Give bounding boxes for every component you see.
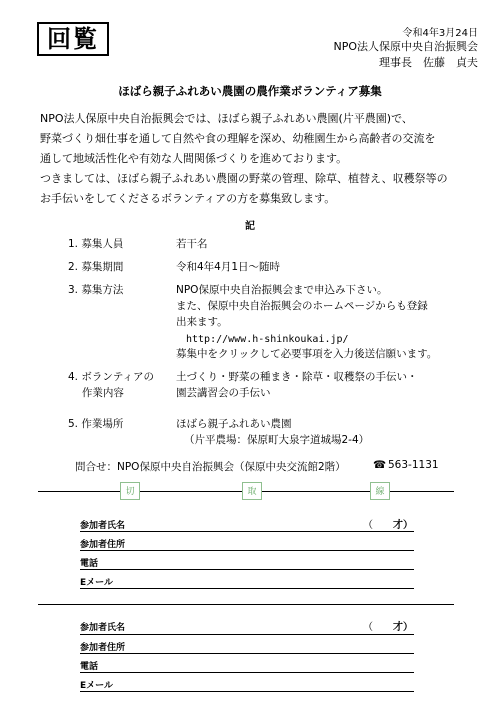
name-write-line[interactable] — [80, 634, 414, 635]
form-address-label: 参加者住所 — [80, 643, 126, 653]
cut-label: 切 — [120, 482, 140, 500]
tel-write-line[interactable] — [80, 672, 414, 673]
item-value-recruit-method: 募集中をクリックして必要事項を入力後送信願います。 — [176, 348, 438, 360]
item-value-recruit-method: 出来ます。 — [176, 316, 228, 328]
circular-stamp: 回覧 — [37, 22, 109, 56]
email-write-line[interactable] — [80, 588, 414, 589]
phone-number: 563-1131 — [388, 459, 439, 471]
form-email-label: Eメール — [80, 578, 113, 588]
form-name-label: 参加者氏名 — [80, 521, 126, 531]
form-name-label: 参加者氏名 — [80, 623, 126, 633]
phone-icon: ☎ — [373, 459, 387, 471]
document-title: ほばら親子ふれあい農園の農作業ボランティア募集 — [118, 84, 382, 98]
divider-line — [38, 604, 454, 605]
item-value-work-content: 土づくり・野菜の種まき・除草・収穫祭の手伝い・ — [176, 371, 418, 383]
age-open-paren: （ — [363, 520, 373, 531]
cut-label: 取 — [242, 482, 262, 500]
form-tel-label: 電話 — [80, 662, 99, 672]
item-label-work-content: 作業内容 — [68, 387, 124, 399]
item-value-work-content: 園芸講習会の手伝い — [176, 387, 271, 399]
body-line: つきましては、ほばら親子ふれあい農園の野菜の管理、除草、植替え、収穫祭等の — [40, 172, 448, 185]
item-value-recruit-method: また、保原中央自治振興会のホームページからも登録 — [176, 300, 428, 312]
organization-name: NPO法人保原中央自治振興会 — [333, 40, 478, 53]
age-unit: 才） — [393, 520, 413, 531]
email-write-line[interactable] — [80, 691, 414, 692]
item-value-recruit-count: 若干名 — [176, 238, 208, 250]
body-line: 通して地域活性化や有効な人間関係づくりを進めております。 — [40, 152, 348, 165]
issue-date: 令和4年3月24日 — [402, 28, 478, 39]
address-write-line[interactable] — [80, 550, 414, 551]
age-unit: 才） — [393, 622, 413, 633]
ki-heading: 記 — [245, 221, 255, 232]
item-label-recruit-method: 3. 募集方法 — [68, 284, 124, 296]
body-line: お手伝いをしてくださるボランティアの方を募集致します。 — [40, 192, 336, 205]
tel-write-line[interactable] — [80, 569, 414, 570]
item-label-recruit-count: 1. 募集人員 — [68, 238, 124, 250]
age-open-paren: （ — [363, 622, 373, 633]
chairman-name: 理事長 佐藤 貞夫 — [379, 56, 478, 69]
item-value-recruit-period: 令和4年4月1日～随時 — [176, 261, 281, 273]
item-label-recruit-period: 2. 募集期間 — [68, 261, 124, 273]
form-tel-label: 電話 — [80, 559, 99, 569]
body-line: NPO法人保原中央自治振興会では、ほばら親子ふれあい農園(片平農園)で、 — [40, 112, 413, 125]
form-address-label: 参加者住所 — [80, 540, 126, 550]
item-label-work-content: 4. ボランティアの — [68, 371, 155, 383]
item-value-work-place: ほばら親子ふれあい農園 — [176, 418, 292, 430]
homepage-link[interactable]: http://www.h-shinkoukai.jp/ — [176, 334, 349, 345]
address-write-line[interactable] — [80, 653, 414, 654]
body-line: 野菜づくり畑仕事を通して自然や食の理解を深め、幼稚園生から高齢者の交流を — [40, 132, 436, 145]
item-label-work-place: 5. 作業場所 — [68, 418, 124, 430]
name-write-line[interactable] — [80, 531, 414, 532]
inquiry-contact: 問合せ：NPO保原中央自治振興会（保原中央交流館2階） — [75, 461, 346, 473]
form-email-label: Eメール — [80, 681, 113, 691]
item-value-recruit-method: NPO保原中央自治振興会まで申込み下さい。 — [176, 284, 388, 296]
cut-label: 線 — [370, 482, 390, 500]
item-value-work-place: （片平農場：保原町大泉字道城場2-4） — [184, 434, 370, 446]
